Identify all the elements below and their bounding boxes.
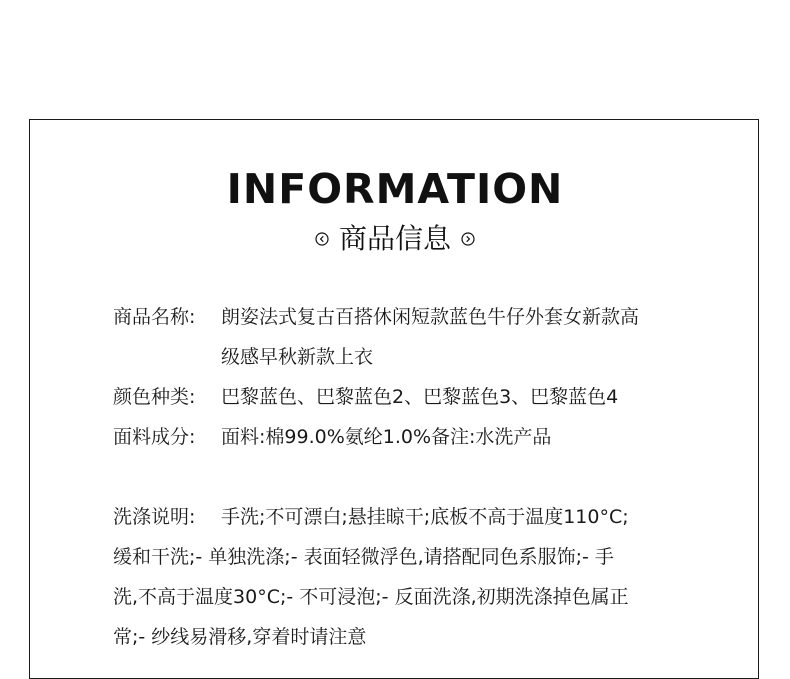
circle-chevron-right-icon	[461, 232, 475, 246]
washing-label: 洗涤说明:	[113, 506, 196, 528]
circle-chevron-left-icon	[315, 232, 329, 246]
washing-line: 缓和干洗;- 单独洗涤;- 表面轻微浮色,请搭配同色系服饰;- 手	[113, 546, 614, 568]
product-name-label: 商品名称:	[113, 306, 196, 328]
color-label: 颜色种类:	[113, 386, 196, 408]
color-row	[113, 377, 701, 417]
product-name-value	[221, 297, 701, 377]
title-cn: 商品信息	[338, 222, 451, 255]
washing-line: 常;- 纱线易滑移,穿着时请注意	[113, 626, 367, 648]
product-name-line: 朗姿法式复古百搭休闲短款蓝色牛仔外套女新款高	[221, 306, 640, 328]
fabric-row	[113, 417, 701, 457]
title-cn-row	[0, 220, 790, 258]
washing-first-line: 手洗;不可漂白;悬挂晾干;底板不高于温度110°C;	[221, 506, 629, 528]
product-name-row	[113, 297, 701, 377]
washing-line: 洗,不高于温度30°C;- 不可浸泡;- 反面洗涤,初期洗涤掉色属正	[113, 586, 629, 608]
fabric-label: 面料成分:	[113, 426, 196, 448]
title-en: INFORMATION	[226, 165, 564, 213]
product-name-line: 级感早秋新款上衣	[221, 346, 374, 368]
fabric-value: 面料:棉99.0%氨纶1.0%备注:水洗产品	[221, 426, 552, 448]
washing-row	[113, 497, 701, 537]
color-value: 巴黎蓝色、巴黎蓝色2、巴黎蓝色3、巴黎蓝色4	[221, 386, 619, 408]
